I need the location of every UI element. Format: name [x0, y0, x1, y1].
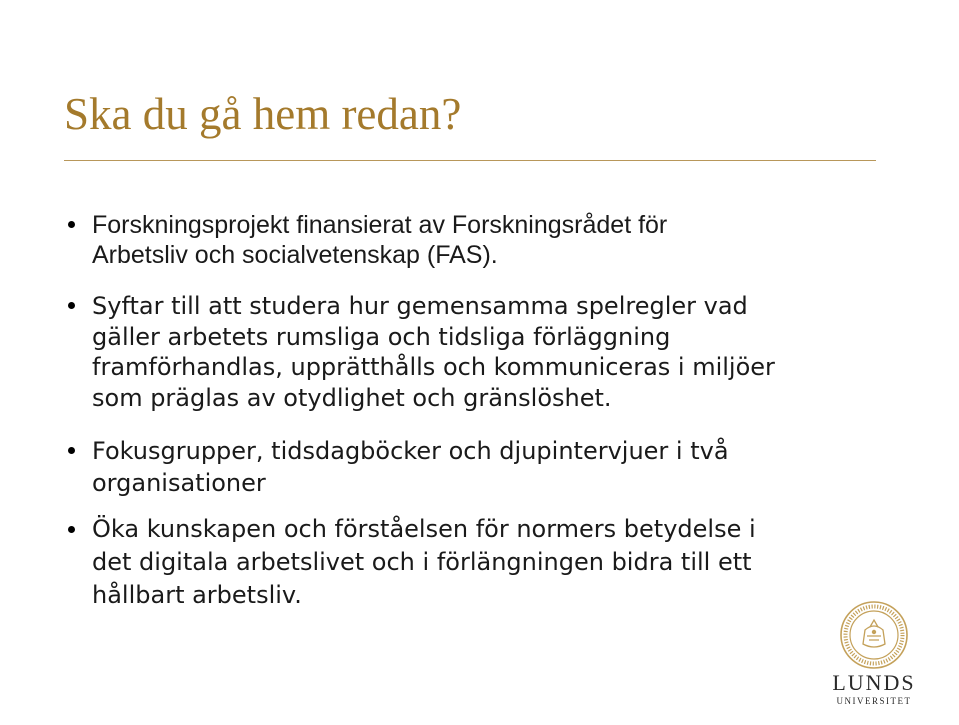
bullet-text: Fokusgrupper, tidsdagböcker och djupintervjuer i två organisationer	[92, 437, 729, 497]
bullet-dot-icon	[68, 526, 75, 533]
title-divider	[64, 160, 876, 161]
slide-title: Ska du gå hem redan?	[64, 89, 462, 139]
bullet-text: Forskningsprojekt finansierat av Forskningsrådet för Arbetsliv och socialvetenskap (FAS).	[92, 211, 668, 269]
bullet-dot-icon	[68, 221, 75, 228]
logo-name: LUNDS	[832, 670, 916, 695]
logo-subtitle: UNIVERSITET	[836, 696, 912, 706]
lund-university-logo	[826, 600, 922, 712]
bullet-text: Syftar till att studera hur gemensamma spelregler vad gäller arbetets rumsliga och tidsliga förläggning framförhandlas, upprätthålls och kommuniceras i miljöer som präglas av otydlighet och gränslöshet.	[92, 292, 775, 412]
bullet-dot-icon	[68, 302, 75, 309]
university-seal-icon	[839, 600, 909, 670]
bullet-dot-icon	[68, 447, 75, 454]
bullet-text: Öka kunskapen och förståelsen för normers betydelse i det digitala arbetslivet och i förlängningen bidra till ett hållbart arbetsliv.	[92, 515, 756, 609]
